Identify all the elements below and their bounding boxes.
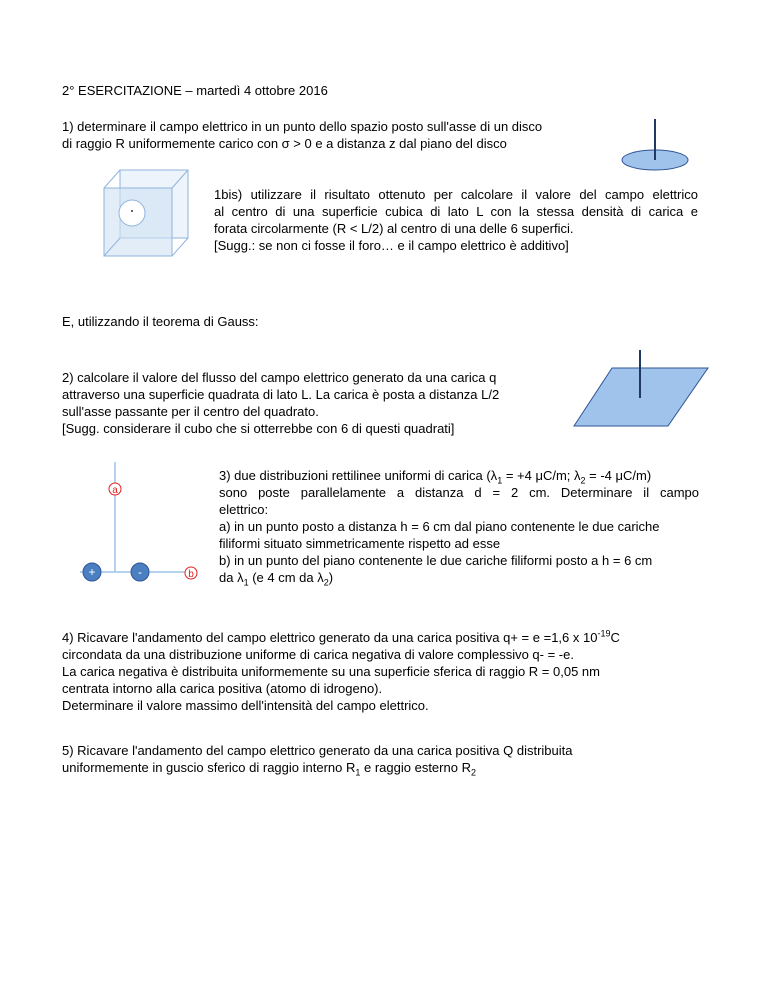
exercise-4-line: La carica negativa è distribuita uniformemente su una superficie sferica di raggio R = 0,05 nm (62, 664, 600, 679)
exercise-1bis-line: 1bis) utilizzare il risultato ottenuto per calcolare il valore del campo elettrico (214, 187, 698, 202)
exercise-4-text (62, 629, 620, 714)
exercise-2-line: [Sugg. considerare il cubo che si otterrebbe con 6 di questi quadrati] (62, 421, 455, 436)
exercise-5-line: uniformemente in guscio sferico di raggio interno $R_1$ e raggio esterno $R_2$ (62, 760, 476, 778)
cube-hole (119, 200, 145, 226)
exercise-3-line: 3) due distribuzioni rettilinee uniformi di carica ($\lambda_1 = +4$ μC/m; $\lambda_2 = -4$ μC/m) (219, 468, 652, 486)
line-charges-diagram (80, 460, 210, 590)
point-a-label: a (112, 485, 118, 496)
exercise-4-line: circondata da una distribuzione uniforme di carica negativa di valore complessivo q- = -e. (62, 647, 574, 662)
exercise-2-text (62, 369, 499, 437)
exercise-3-line: elettrico: (219, 502, 269, 517)
minus-symbol: - (138, 565, 142, 579)
center-point (131, 210, 133, 212)
exercise-2-line: 2) calcolare il valore del flusso del campo elettrico generato da una carica q (62, 370, 497, 385)
exercise-1-line: 1) determinare il campo elettrico in un punto dello spazio posto sull'asse di un disco (62, 119, 543, 134)
cube-figure (100, 166, 200, 266)
exercise-5-text (62, 742, 572, 776)
exercise-1bis-text (214, 186, 698, 254)
exercise-2-line: attraverso una superficie quadrata di lato L. La carica è posta a distanza L/2 (62, 387, 500, 402)
exercise-4-line: 4) Ricavare l'andamento del campo elettrico generato da una carica positiva q+ = e =1,6 x $10^{-19}C$ (62, 628, 620, 645)
exercise-5-line: 5) Ricavare l'andamento del campo elettrico generato da una carica positiva Q distribuita (62, 743, 573, 758)
exercise-4-line: centrata intorno alla carica positiva (atomo di idrogeno). (62, 681, 383, 696)
exercise-3-line: da $\lambda_1$ (e 4 cm da $\lambda_2$) (219, 570, 334, 588)
exercise-3-line: filiformi situato simmetricamente rispetto ad esse (219, 536, 501, 551)
exercise-1bis-line: forata circolarmente (R < L/2) al centro di una delle 6 superfici. (214, 221, 574, 236)
exercise-3-line: a) in un punto posto a distanza h = 6 cm dal piano contenente le due cariche (219, 519, 660, 534)
square-plane-figure (572, 348, 712, 433)
point-b-label: b (188, 569, 194, 580)
exercise-1-line: di raggio R uniformemente carico con σ > 0 e a distanza z dal piano del disco (62, 136, 507, 151)
exercise-3-text (219, 467, 699, 586)
plus-symbol: + (88, 565, 96, 579)
exercise-1bis-line: [Sugg.: se non ci fosse il foro… e il campo elettrico è additivo] (214, 238, 569, 253)
exercise-2-line: sull'asse passante per il centro del quadrato. (62, 404, 319, 419)
exercise-1bis-line: al centro di una superficie cubica di lato L con la stessa densità di carica e (214, 204, 698, 219)
exercise-1-text (62, 118, 542, 152)
exercise-3-line: sono poste parallelamente a distanza d = 2 cm. Determinare il campo (219, 485, 699, 500)
gauss-intro: E, utilizzando il teorema di Gauss: (62, 314, 259, 329)
disk-figure (615, 115, 705, 175)
exercise-4-line: Determinare il valore massimo dell'intensità del campo elettrico. (62, 698, 429, 713)
exercise-3-line: b) in un punto del piano contenente le due cariche filiformi posto a h = 6 cm (219, 553, 653, 568)
page-title: 2° ESERCITAZIONE – martedì 4 ottobre 2016 (62, 83, 328, 98)
